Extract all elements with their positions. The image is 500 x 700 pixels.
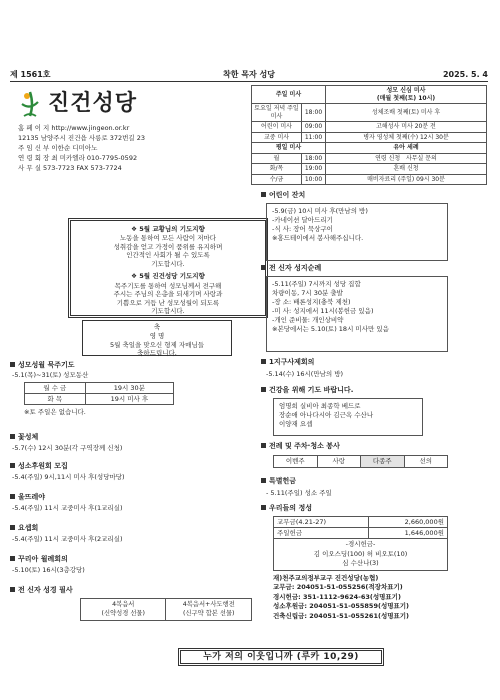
children-day-heading: 어린이 잔치 xyxy=(261,191,305,200)
feast-line: 5월 축일을 맞으신 형제 자매님들 xyxy=(109,340,205,349)
section-text: -5.4(주일) 11시 교중미사 후(1교리실) xyxy=(12,504,123,512)
pope-intention-title: ❖ 5월 교황님의 기도지향 xyxy=(131,225,205,233)
donation-line: 심 수산나(3) xyxy=(342,559,379,568)
schedule-time: 18:00 xyxy=(302,104,326,122)
rosary-period: -5.1(목)~31(토) 성모동산 xyxy=(12,371,89,379)
section-text: -5.4(주일) 9시,11시 미사 후(성당마당) xyxy=(12,473,125,481)
sunday-mass-header: 주일 미사 xyxy=(252,86,326,104)
offering-amount: 1,646,000원 xyxy=(369,528,448,539)
info-line: 홈 페 이 지 http://www.jingeon.or.kr xyxy=(18,124,130,132)
bulletin-date: 2025. 5. 4 xyxy=(442,70,488,79)
service-group-tab: 선의 xyxy=(404,456,448,468)
prayer-line: 기도합시다. xyxy=(151,306,185,315)
cross-logo-icon xyxy=(18,90,42,118)
event-line: -장 소: 배론성지(충북 제천) xyxy=(272,298,351,307)
info-line: 연 령 회 장 최 미카엘라 010-7795-0592 xyxy=(18,154,138,163)
bank-line: 건축신립금: 204051-51-055261(성명표기) xyxy=(273,611,410,620)
offerings-heading: 우리들의 정성 xyxy=(261,504,312,513)
event-line: -개인 준비물: 개인상비약 xyxy=(272,316,344,325)
infant-baptism-header: 유아 세례 xyxy=(326,143,487,154)
footer-verse: 누가 저의 이웃입니까 (루카 10,29) xyxy=(178,648,384,666)
event-line: ※홍드테이에서 봉사해주십니다. xyxy=(272,234,364,243)
district-meeting-text: -5.14(수) 16시(만남의 방) xyxy=(266,370,344,378)
schedule-label: 수/금 xyxy=(252,174,302,185)
person-line: 장순애 아나다시아 김근옥 수산나 xyxy=(279,411,374,420)
info-line: 주 임 신 부 이한순 디미아노 xyxy=(18,144,98,153)
bible-copy-option: 4복음서+사도행전 (신구약 합본 선물) xyxy=(166,599,252,621)
service-group-tabs xyxy=(273,455,448,468)
special-mass-header: 성모 신심 미사 (매월 첫째(토) 10시) xyxy=(326,86,487,104)
schedule-label: 교중 미사 xyxy=(252,132,302,143)
info-line: 사 무 실 573-7723 FAX 573-7724 xyxy=(18,164,122,173)
person-line: 이양재 요셉 xyxy=(279,420,313,429)
schedule-label: 토요일 저녁 주일미사 xyxy=(252,104,302,122)
bible-copy-option: 4복음서 (신약성경 선물) xyxy=(81,599,166,621)
prayer-line: 노동을 통하여 모든 사람이 저마다 xyxy=(119,234,217,243)
section-text: -5.10(토) 16시(3층강당) xyxy=(12,566,85,574)
service-heading: 전례 및 주차·청소 봉사 xyxy=(261,442,340,451)
mass-schedule-table xyxy=(251,85,487,185)
office-note: 사무실 문의 xyxy=(405,154,437,162)
rosary-day: 월 수 금 xyxy=(25,383,86,394)
prayer-line: 성취감을 얻고 가정이 품위를 유지하며 xyxy=(113,242,223,251)
rosary-note: ※토 주일은 없습니다. xyxy=(24,408,86,416)
schedule-note: 병자 영성체 첫째(수) 12시 30분 xyxy=(326,132,487,143)
feast-day-box xyxy=(82,320,232,356)
bible-copy-heading: 전 신자 성경 필사 xyxy=(10,586,73,595)
service-group-tab: 사랑 xyxy=(317,456,361,468)
section-heading: 꽃성체 xyxy=(10,433,38,442)
schedule-note: 혼배 신청 xyxy=(326,164,487,175)
church-info xyxy=(18,123,250,173)
children-day-box xyxy=(266,203,448,261)
schedule-note: 고해성사 미사 20분 전 xyxy=(326,122,487,133)
bank-line: 경시헌금: 351-1112-9624-63(성명표기) xyxy=(273,592,401,601)
special-offering-text: - 5.11(주일) 성소 주일 xyxy=(266,489,332,497)
schedule-time: 19:00 xyxy=(302,164,326,175)
special-offering-heading: 특별헌금 xyxy=(261,477,296,486)
event-line: -카네이션 달아드리기 xyxy=(272,216,333,225)
health-prayer-box xyxy=(273,398,423,436)
rosary-time: 19시 30분 xyxy=(85,383,173,394)
service-group-tab: 이벤주 xyxy=(274,456,318,468)
bulletin-motto: 착한 목자 성당 xyxy=(223,70,275,79)
health-prayer-heading: 건강을 위해 기도 바랍니다. xyxy=(261,386,353,395)
bible-copy-table xyxy=(80,598,252,621)
offerings-table xyxy=(273,516,448,571)
schedule-time: 18:00 xyxy=(302,153,326,164)
pilgrimage-box xyxy=(266,276,448,352)
schedule-label: 어린이 미사 xyxy=(252,122,302,133)
church-logo xyxy=(18,88,158,120)
feast-line: 축하드립니다. xyxy=(137,349,177,358)
event-line: -5.9(금) 10시 미사 후(만남의 방) xyxy=(272,207,368,215)
donation-list xyxy=(274,539,448,570)
schedule-note: 연령 신청 사무실 문의 xyxy=(326,153,487,164)
bank-line: 성소후원금: 204051-51-055859(성명표기) xyxy=(273,602,410,611)
offering-label: 주일헌금 xyxy=(274,528,369,539)
person-line: 엄명희 실비아 최종학 베드로 xyxy=(279,402,361,410)
bank-line: 교무금: 204051-51-055256(적장차표기) xyxy=(273,583,403,592)
prayer-line: 주시는 주님의 은총을 되새기며 사랑과 xyxy=(113,290,223,299)
prayer-intentions-box xyxy=(68,218,268,318)
feast-line: 축 xyxy=(153,323,161,331)
event-line: -5.11(주일) 7시까지 성당 집합 xyxy=(272,280,361,288)
prayer-line: 기쁨으로 거듭 난 성모성월이 되도록 xyxy=(116,298,220,307)
offering-label: 교무금(4.21-27) xyxy=(274,517,369,528)
church-name: 진건성당 xyxy=(48,91,138,116)
weekday-mass-header: 평일 미사 xyxy=(252,143,326,154)
bulletin-header xyxy=(10,68,488,82)
prayer-line: 기도합시다. xyxy=(151,259,185,268)
pilgrimage-heading: 전 신자 성지순례 xyxy=(261,264,321,273)
event-line: 차량이동, 7시 30분 출발 xyxy=(272,289,343,298)
section-heading: 울뜨레야 xyxy=(10,493,45,502)
prayer-line: 인간적인 사회가 될 수 있도록 xyxy=(126,251,210,260)
schedule-time: 11:00 xyxy=(302,132,326,143)
rosary-heading: 성모성월 묵주기도 xyxy=(10,361,75,370)
bank-line: 재)천주교의정부교구 진건성당(농협) xyxy=(273,574,379,582)
schedule-note: 성체조배 첫째(토) 미사 후 xyxy=(326,104,487,122)
schedule-time: 10:00 xyxy=(302,174,326,185)
info-line: 12135 남양주시 진건읍 사릉로 372번길 23 xyxy=(18,134,146,143)
section-heading: 성소후원회 모집 xyxy=(10,462,68,471)
issue-number: 제 1561호 xyxy=(10,70,51,79)
schedule-time: 09:00 xyxy=(302,122,326,133)
section-heading: 요셉회 xyxy=(10,524,38,533)
offering-amount: 2,660,000원 xyxy=(369,517,448,528)
schedule-note: 매비자료리 (주일) 09시 30분 xyxy=(326,174,487,185)
service-group-tab-current: 다종주 xyxy=(361,456,405,468)
rosary-day: 화 목 xyxy=(25,394,86,405)
schedule-label: 화/목 xyxy=(252,164,302,175)
event-line: -식 사: 장어 묵상구이 xyxy=(272,225,333,234)
prayer-line: 목주기도를 통하여 성모님께서 전구해 xyxy=(114,281,222,290)
section-heading: 꾸리아 월례회의 xyxy=(10,555,68,564)
section-text: -5.4(주일) 11시 교중미사 후(2교리실) xyxy=(12,535,123,543)
feast-line: 영 명 xyxy=(149,331,165,340)
district-meeting-heading: 1지구사제회의 xyxy=(261,358,314,367)
donation-title: -경시헌금- xyxy=(345,540,376,549)
section-text: -5.7(수) 12시 30분(각 구역장께 신청) xyxy=(12,444,123,452)
parish-intention-title: ❖ 5월 진건성당 기도지향 xyxy=(131,272,205,281)
bulletin-page xyxy=(10,68,488,698)
bank-accounts xyxy=(273,574,493,621)
rosary-table xyxy=(24,382,174,405)
event-line: ※본당에서는 5.10(토) 18시 미사만 있음 xyxy=(272,325,389,334)
schedule-label: 월 xyxy=(252,153,302,164)
rosary-time: 19시 미사 후 xyxy=(85,394,173,405)
event-line: -미 사: 성지에서 11시(봉헌금 있음) xyxy=(272,307,374,316)
donation-line: 김 이오스딩(100) 허 비오토(10) xyxy=(313,549,408,558)
